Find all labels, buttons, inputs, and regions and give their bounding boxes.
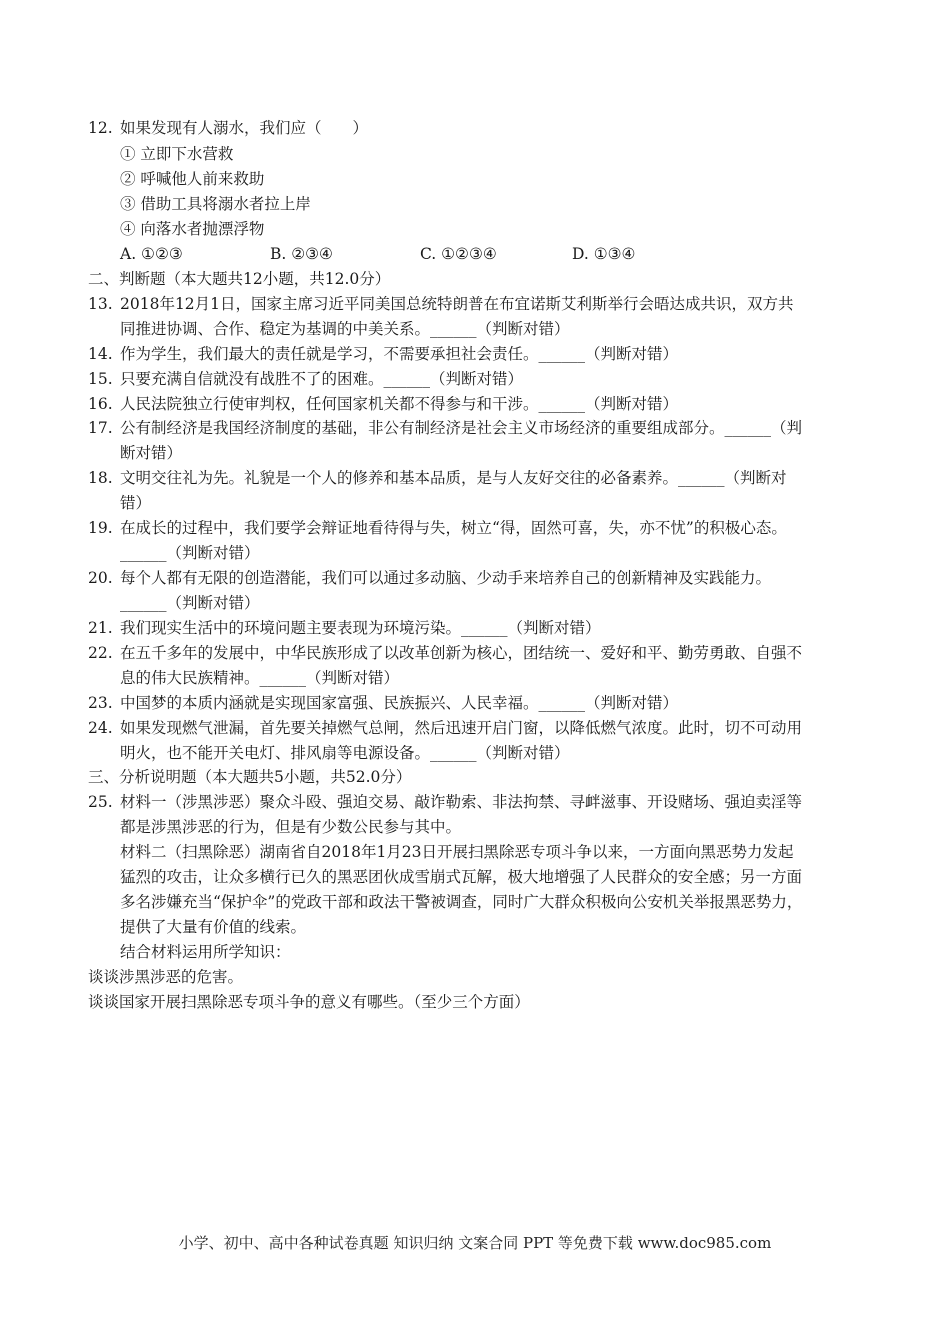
q17-line-1: 公有制经济是我国经济制度的基础，非公有制经济是社会主义市场经济的重要组成部分。______（判 — [120, 419, 803, 437]
q24-line-1: 如果发现燃气泄漏，首先要关掉燃气总闸，然后迅速开启门窗，以降低燃气浓度。此时，切不可动用 — [120, 719, 803, 737]
q14-line-1: 作为学生，我们最大的责任就是学习，不需要承担社会责任。______（判断对错） — [120, 345, 679, 363]
q25-material2-line-2: 猛烈的攻击，让众多横行已久的黑恶团伙成雪崩式瓦解，极大地增强了人民群众的安全感；另一方面 — [120, 868, 803, 886]
q23-number: 23. — [88, 694, 113, 712]
q25-material2-line-1: 材料二（扫黑除恶）湖南省自2018年1月23日开展扫黑除恶专项斗争以来，一方面向黑恶势力发起 — [120, 843, 794, 861]
q22-line-1: 在五千多年的发展中，中华民族形成了以改革创新为核心，团结统一、爱好和平、勤劳勇敢、自强不 — [120, 644, 803, 662]
q18-line-2: 错） — [120, 494, 152, 512]
q12-option-d: D. ①③④ — [572, 245, 636, 263]
q12-option-c: C. ①②③④ — [420, 245, 497, 263]
q25-material1-line-2: 都是涉黑涉恶的行为，但是有少数公民参与其中。 — [120, 818, 462, 836]
q13-number: 13. — [88, 295, 113, 313]
q23-line-1: 中国梦的本质内涵就是实现国家富强、民族振兴、人民幸福。______（判断对错） — [120, 694, 679, 712]
q20-number: 20. — [88, 569, 113, 587]
q12-number: 12. — [88, 119, 113, 137]
q24-number: 24. — [88, 719, 113, 737]
q13-line-2: 同推进协调、合作、稳定为基调的中美关系。______（判断对错） — [120, 320, 570, 338]
q25-number: 25. — [88, 793, 113, 811]
q17-number: 17. — [88, 419, 113, 437]
q12-item-1: ① 立即下水营救 — [120, 145, 234, 163]
section3-title: 三、分析说明题（本大题共5小题，共52.0分） — [88, 768, 412, 786]
q12-item-2: ② 呼喊他人前来救助 — [120, 170, 265, 188]
q14-number: 14. — [88, 345, 113, 363]
q13-line-1: 2018年12月1日，国家主席习近平同美国总统特朗普在布宜诺斯艾利斯举行会晤达成共识，双方共 — [120, 295, 794, 313]
q24-line-2: 明火，也不能开关电灯、排风扇等电源设备。______（判断对错） — [120, 744, 570, 762]
q25-question-1: 谈谈涉黑涉恶的危害。 — [88, 968, 244, 986]
q19-number: 19. — [88, 519, 113, 537]
q12-item-3: ③ 借助工具将溺水者拉上岸 — [120, 195, 311, 213]
q12-stem: 如果发现有人溺水，我们应（ ） — [120, 119, 369, 137]
q25-material2-line-3: 多名涉嫌充当“保护伞”的党政干部和政法干警被调查，同时广大群众积极向公安机关举报黑恶势力， — [120, 893, 803, 911]
q16-line-1: 人民法院独立行使审判权，任何国家机关都不得参与和干涉。______（判断对错） — [120, 395, 679, 413]
q20-line-1: 每个人都有无限的创造潜能，我们可以通过多动脑、少动手来培养自己的创新精神及实践能力。 — [120, 569, 772, 587]
q12-option-b: B. ②③④ — [270, 245, 333, 263]
q12-option-a: A. ①②③ — [120, 245, 183, 263]
q21-line-1: 我们现实生活中的环境问题主要表现为环境污染。______（判断对错） — [120, 619, 601, 637]
q12-item-4: ④ 向落水者抛漂浮物 — [120, 220, 265, 238]
q15-number: 15. — [88, 370, 113, 388]
q25-instruction: 结合材料运用所学知识： — [120, 943, 291, 961]
q21-number: 21. — [88, 619, 113, 637]
q20-line-2: ______（判断对错） — [120, 594, 260, 612]
q19-line-1: 在成长的过程中，我们要学会辩证地看待得与失，树立“得，固然可喜，失，亦不忧”的积极心态。 — [120, 519, 787, 537]
q25-material1-line-1: 材料一（涉黑涉恶）聚众斗殴、强迫交易、敲诈勒索、非法拘禁、寻衅滋事、开设赌场、强迫卖淫等 — [120, 793, 803, 811]
q25-question-2: 谈谈国家开展扫黑除恶专项斗争的意义有哪些。（至少三个方面） — [88, 993, 530, 1011]
section2-title: 二、判断题（本大题共12小题，共12.0分） — [88, 270, 391, 288]
q22-line-2: 息的伟大民族精神。______（判断对错） — [120, 669, 400, 687]
q25-material2-line-4: 提供了大量有价值的线索。 — [120, 918, 307, 936]
q15-line-1: 只要充满自信就没有战胜不了的困难。______（判断对错） — [120, 370, 524, 388]
q19-line-2: ______（判断对错） — [120, 544, 260, 562]
q17-line-2: 断对错） — [120, 444, 183, 462]
q18-number: 18. — [88, 469, 113, 487]
q22-number: 22. — [88, 644, 113, 662]
page-footer: 小学、初中、高中各种试卷真题 知识归纳 文案合同 PPT 等免费下载 www.doc985.com — [178, 1234, 772, 1252]
q18-line-1: 文明交往礼为先。礼貌是一个人的修养和基本品质，是与人友好交往的必备素养。______（判断对 — [120, 469, 787, 487]
q16-number: 16. — [88, 395, 113, 413]
